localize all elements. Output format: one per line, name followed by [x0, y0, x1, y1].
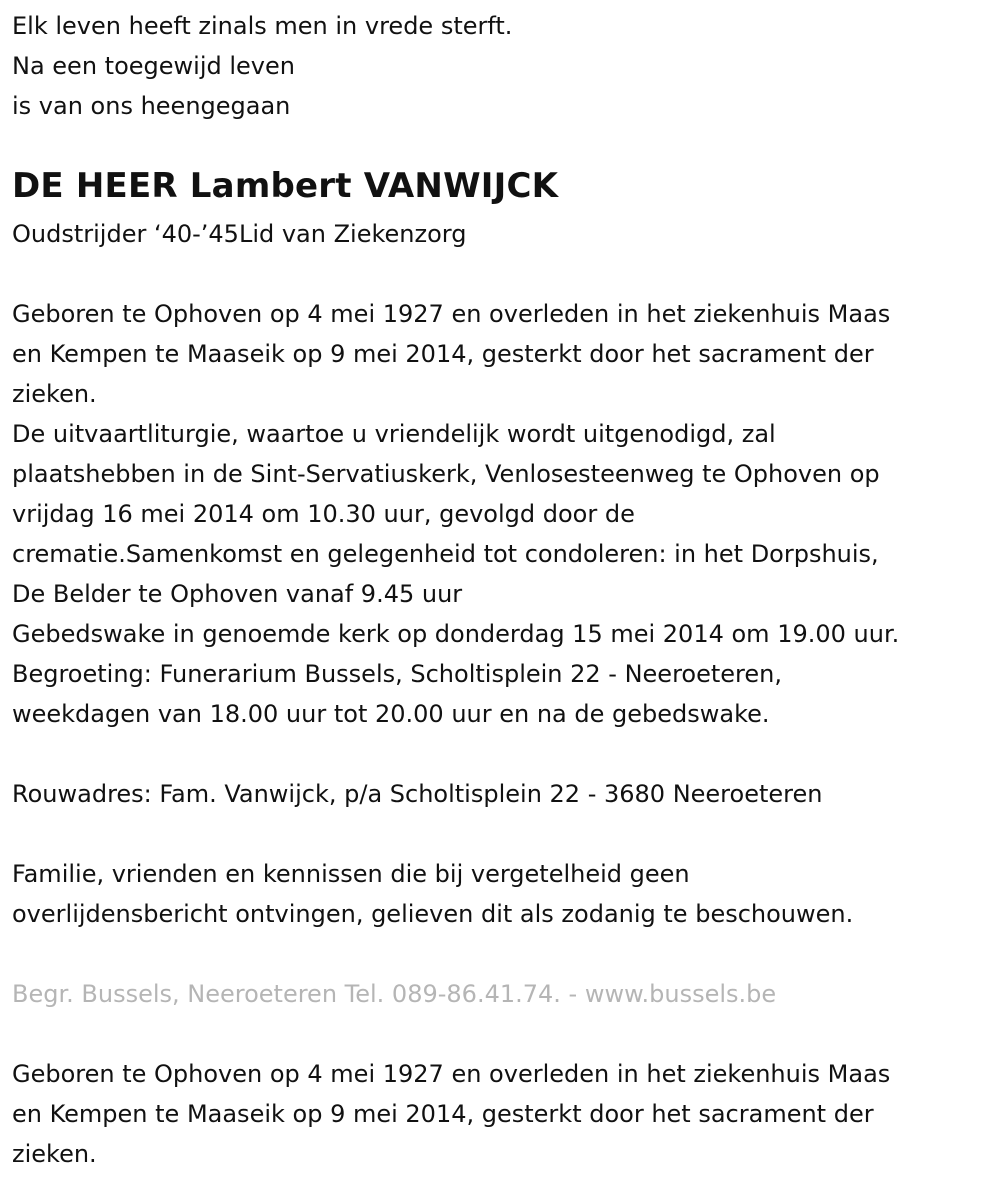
repeat-line: en Kempen te Maaseik op 9 mei 2014, gesterkt door het sacrament der	[12, 1100, 874, 1128]
undertaker-block	[12, 974, 988, 1014]
repeat-line: zieken.	[12, 1140, 97, 1168]
mourning-address: Rouwadres: Fam. Vanwijck, p/a Scholtisplein 22 - 3680 Neeroeteren	[12, 780, 823, 808]
deceased-heading	[12, 162, 988, 210]
deceased-subtitle: Oudstrijder ‘40-’45Lid van Ziekenzorg	[12, 220, 467, 248]
details-line: plaatshebben in de Sint-Servatiuskerk, Venlosesteenweg te Ophoven op	[12, 460, 880, 488]
details-line: Begroeting: Funerarium Bussels, Scholtisplein 22 - Neeroeteren,	[12, 660, 782, 688]
details-line: zieken.	[12, 380, 97, 408]
details-line: Geboren te Ophoven op 4 mei 1927 en overleden in het ziekenhuis Maas	[12, 300, 891, 328]
deceased-name: DE HEER Lambert VANWIJCK	[12, 166, 559, 206]
details-line: en Kempen te Maaseik op 9 mei 2014, gesterkt door het sacrament der	[12, 340, 874, 368]
details-line: De Belder te Ophoven vanaf 9.45 uur	[12, 580, 463, 608]
family-notice	[12, 854, 988, 934]
details-line: crematie.Samenkomst en gelegenheid tot condoleren: in het Dorpshuis,	[12, 540, 879, 568]
undertaker-credit: Begr. Bussels, Neeroeteren Tel. 089-86.41.74. - www.bussels.be	[12, 980, 777, 1008]
intro-line: Na een toegewijd leven	[12, 52, 295, 80]
intro-line: Elk leven heeft zinals men in vrede sterft.	[12, 12, 513, 40]
intro-line: is van ons heengegaan	[12, 92, 291, 120]
family-notice-line: overlijdensbericht ontvingen, gelieven dit als zodanig te beschouwen.	[12, 900, 854, 928]
details-paragraph	[12, 294, 988, 734]
details-line: Gebedswake in genoemde kerk op donderdag 15 mei 2014 om 19.00 uur.	[12, 620, 900, 648]
deceased-subtitle-block	[12, 214, 988, 254]
mourning-address-block	[12, 774, 988, 814]
repeat-paragraph	[12, 1054, 988, 1174]
intro-verse	[12, 6, 988, 126]
details-line: De uitvaartliturgie, waartoe u vriendelijk wordt uitgenodigd, zal	[12, 420, 776, 448]
family-notice-line: Familie, vrienden en kennissen die bij vergetelheid geen	[12, 860, 690, 888]
details-line: vrijdag 16 mei 2014 om 10.30 uur, gevolgd door de	[12, 500, 635, 528]
details-line: weekdagen van 18.00 uur tot 20.00 uur en na de gebedswake.	[12, 700, 770, 728]
repeat-line: Geboren te Ophoven op 4 mei 1927 en overleden in het ziekenhuis Maas	[12, 1060, 891, 1088]
